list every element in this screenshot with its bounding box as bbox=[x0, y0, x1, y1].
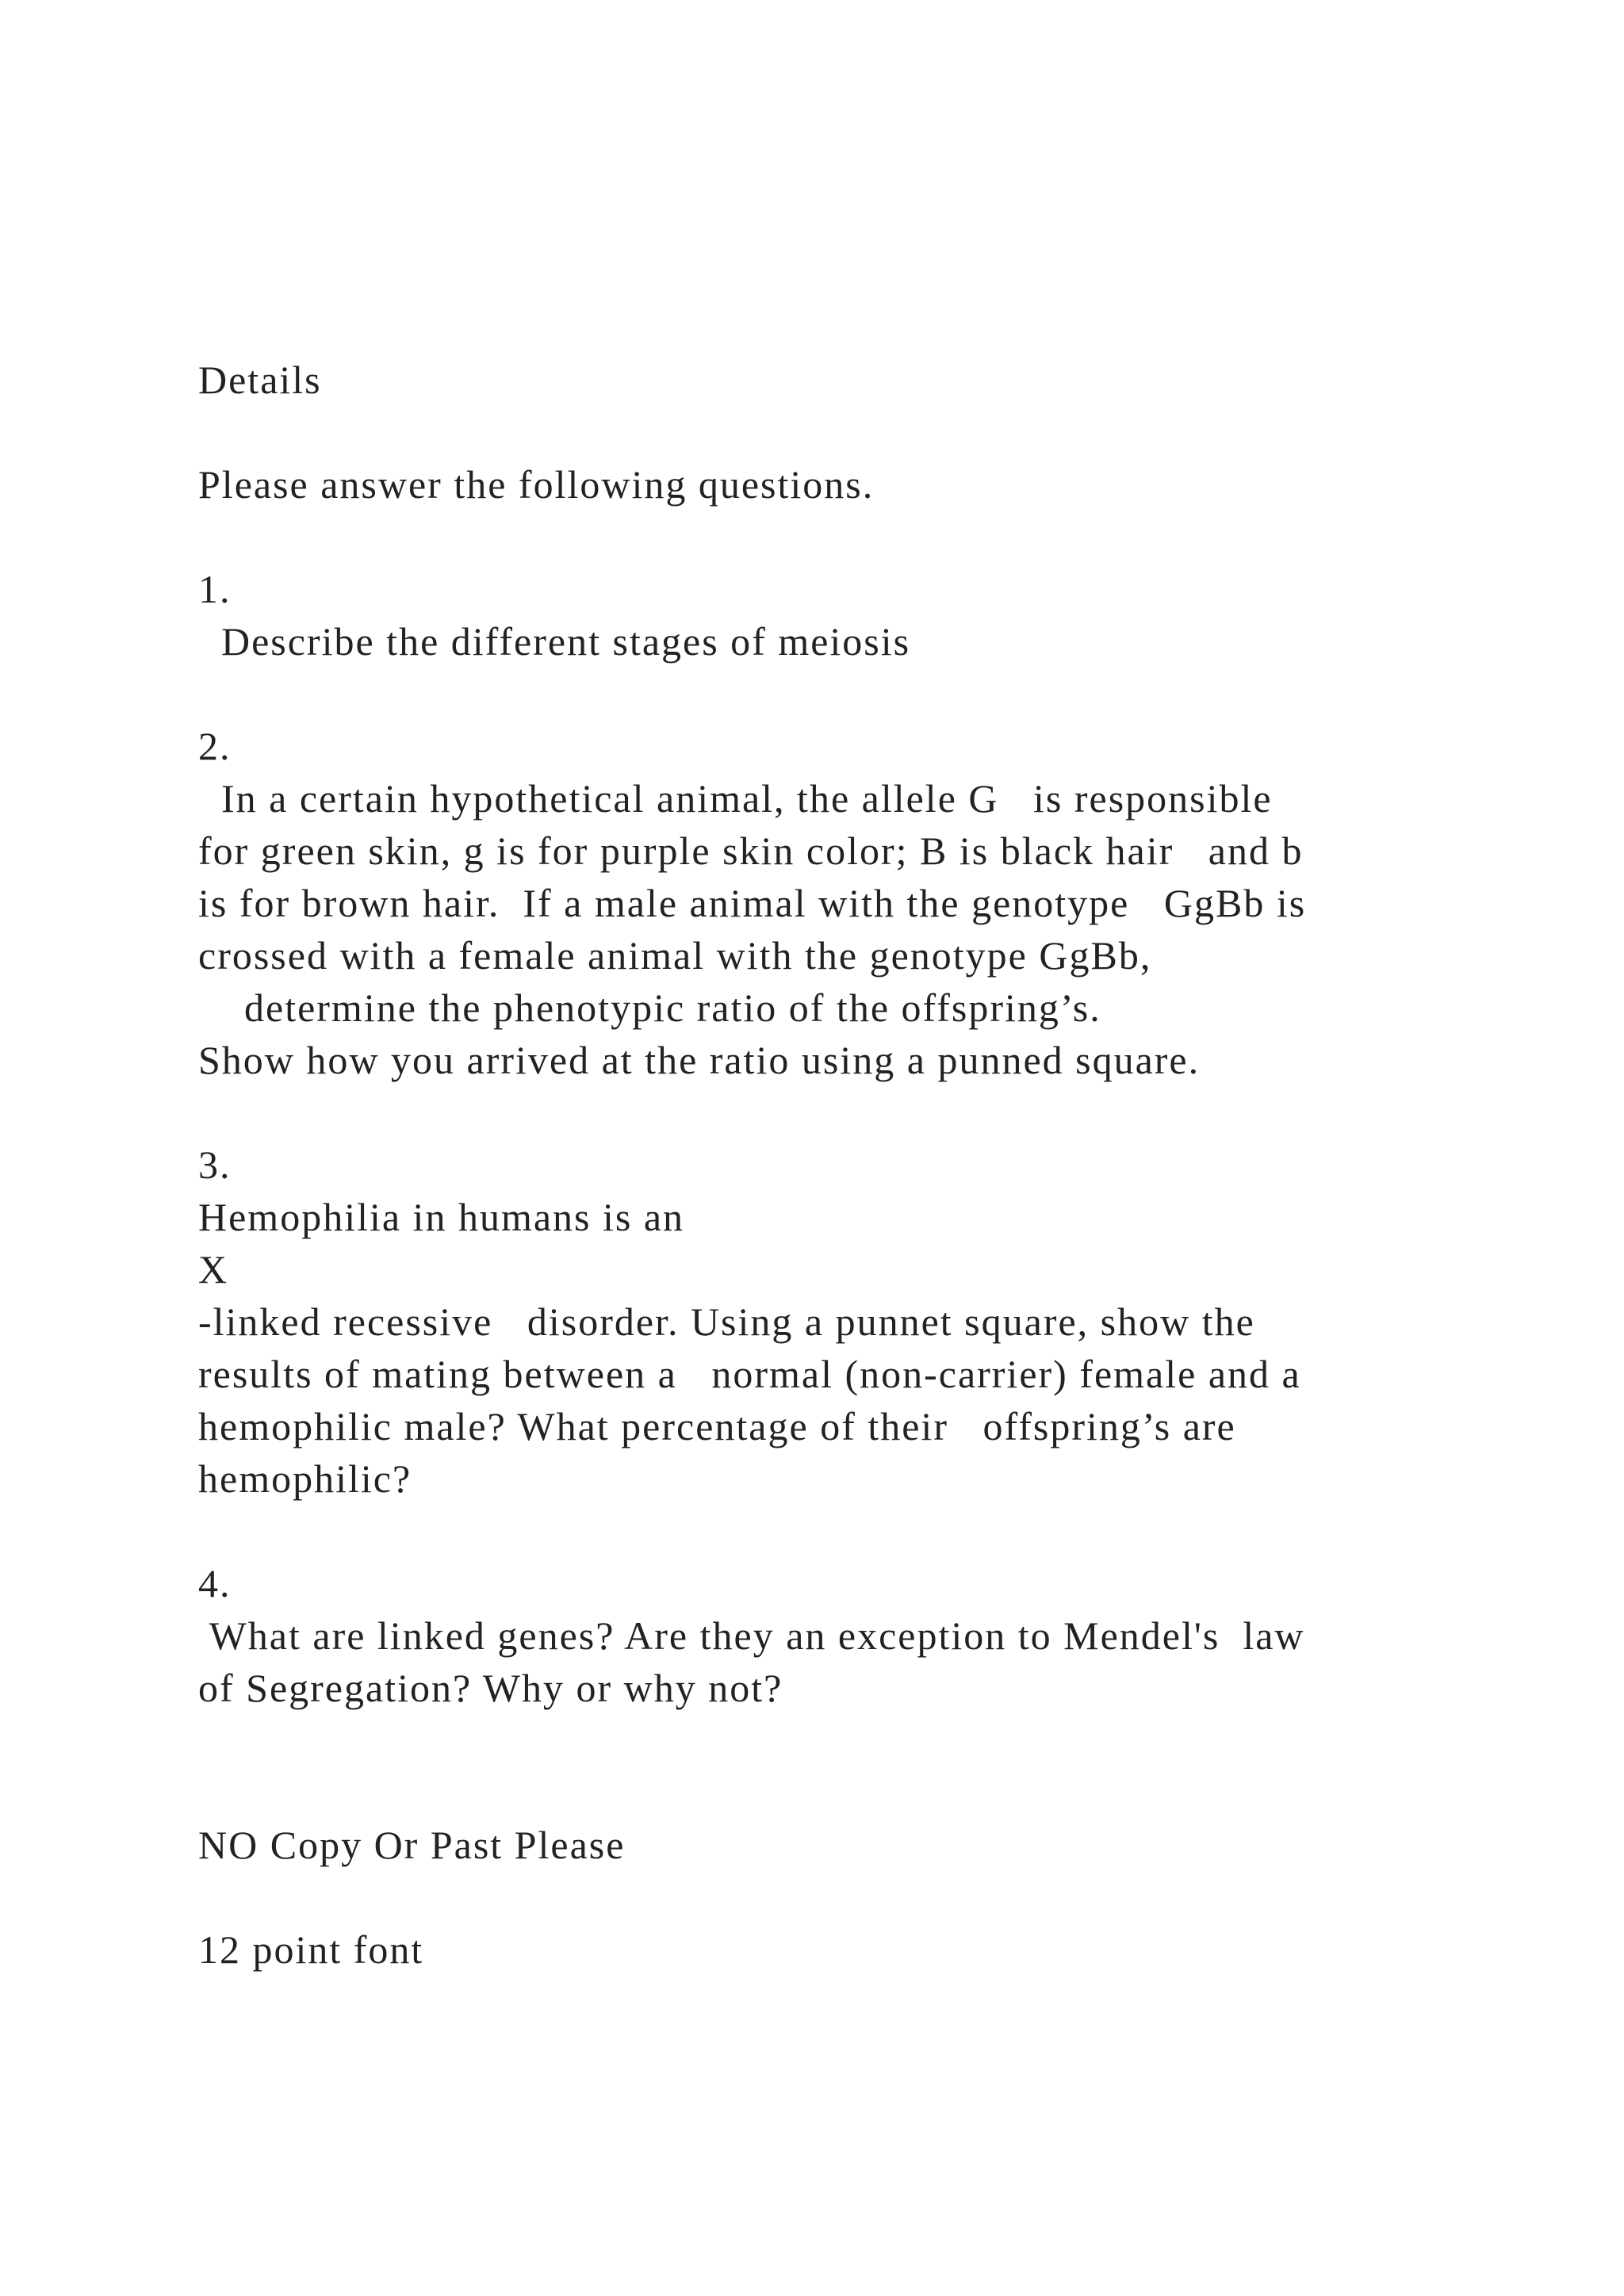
question-line: is for brown hair. If a male animal with the genotype GgBb is bbox=[198, 881, 1307, 925]
question-line: for green skin, g is for purple skin color; B is black hair and b bbox=[198, 828, 1304, 873]
question-line: In a certain hypothetical animal, the allele G is responsible bbox=[198, 776, 1273, 821]
question-number: 1. bbox=[198, 567, 232, 611]
question-line: -linked recessive disorder. Using a punnet square, show the bbox=[198, 1299, 1255, 1344]
question-line: crossed with a female animal with the genotype GgBb, bbox=[198, 933, 1152, 978]
question-number: 2. bbox=[198, 724, 232, 768]
question-number: 3. bbox=[198, 1142, 232, 1187]
question-line: determine the phenotypic ratio of the offspring’s. bbox=[198, 985, 1101, 1030]
question-line: Describe the different stages of meiosis bbox=[198, 619, 911, 664]
question-number: 4. bbox=[198, 1561, 232, 1605]
question-line: Hemophilia in humans is an bbox=[198, 1195, 685, 1239]
question-line: X bbox=[198, 1247, 229, 1292]
note-font-size: 12 point font bbox=[198, 1927, 424, 1972]
question-line: hemophilic male? What percentage of their offspring’s are bbox=[198, 1404, 1236, 1448]
intro-text: Please answer the following questions. bbox=[198, 462, 875, 507]
heading: Details bbox=[198, 358, 322, 402]
question-line: hemophilic? bbox=[198, 1456, 412, 1501]
question-line: of Segregation? Why or why not? bbox=[198, 1666, 783, 1710]
question-line: results of mating between a normal (non-carrier) female and a bbox=[198, 1352, 1301, 1396]
note-no-copy: NO Copy Or Past Please bbox=[198, 1823, 626, 1867]
question-line: What are linked genes? Are they an exception to Mendel's law bbox=[198, 1613, 1305, 1658]
question-line: Show how you arrived at the ratio using a punned square. bbox=[198, 1038, 1201, 1082]
